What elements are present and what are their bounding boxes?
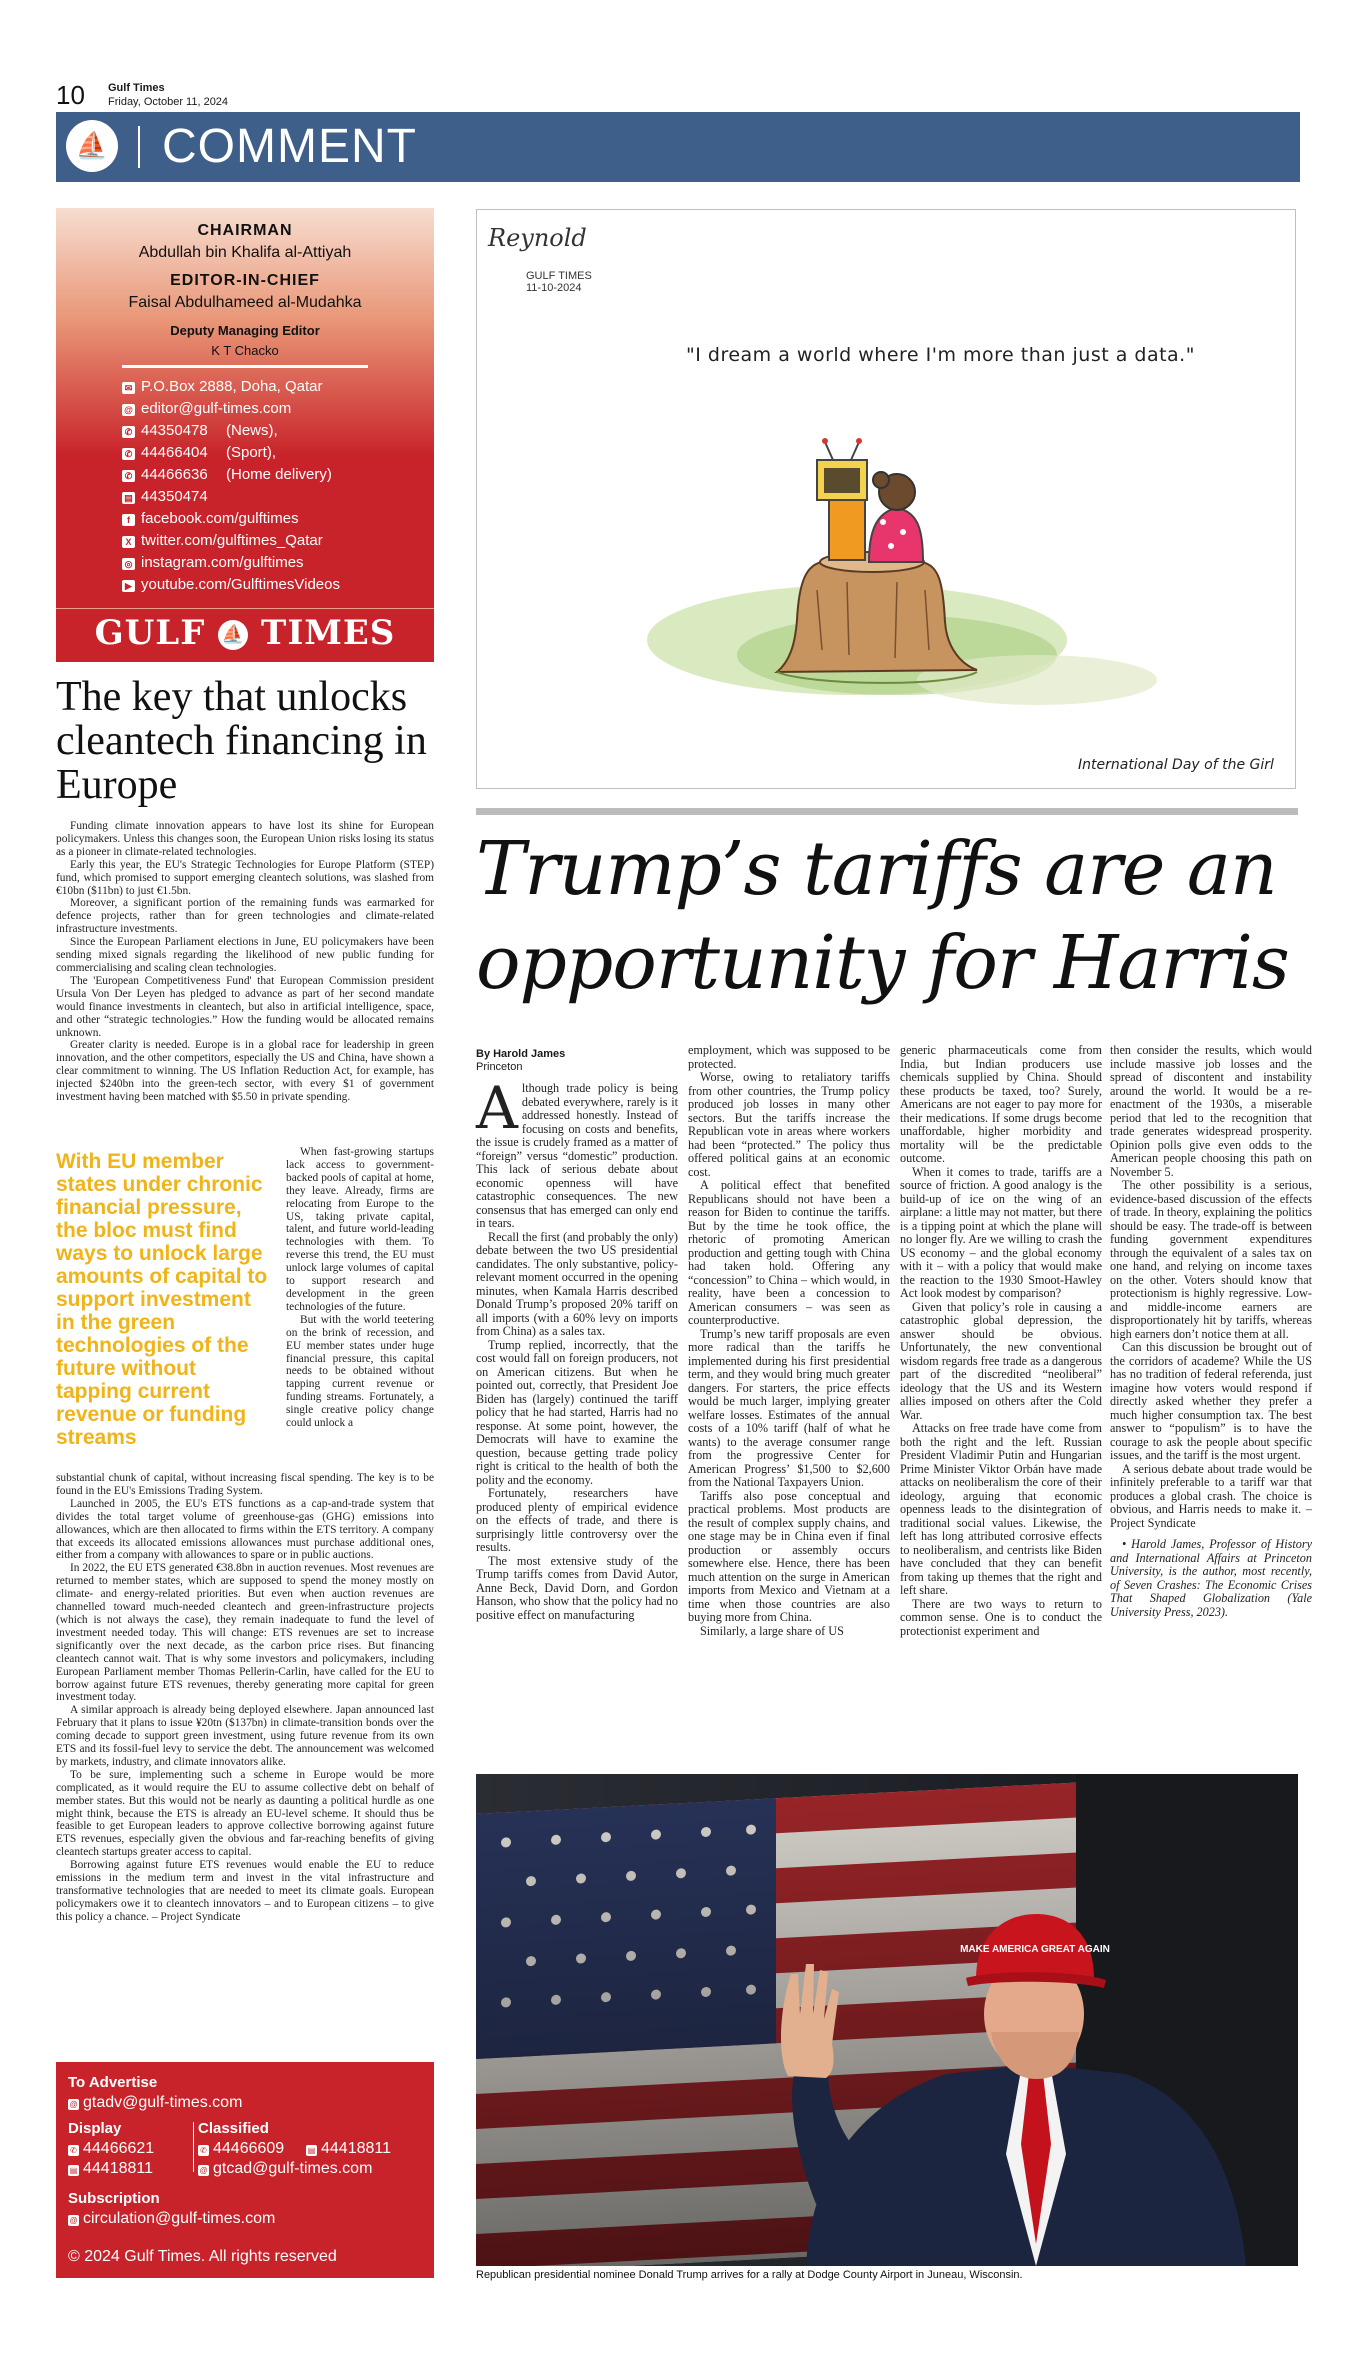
fax-icon: ▤ (307, 2146, 316, 2155)
cartoon-quote: "I dream a world where I'm more than just a data." (686, 344, 1195, 366)
mail-icon: ✉ (122, 382, 135, 394)
deputy-label: Deputy Managing Editor (170, 323, 320, 338)
classified-phone[interactable]: ✆ 44466609 (198, 2140, 284, 2158)
editor-name: Faisal Abdulhameed al-Mudahka (128, 294, 362, 311)
cartoonist-signature: Reynold (488, 224, 587, 252)
photo-caption: Republican presidential nominee Donald Trump arrives for a rally at Dodge County Airport in Juneau, Wisconsin. (476, 2269, 1023, 2281)
photo-illustration (476, 1774, 1298, 2266)
envelope-icon: @ (69, 2100, 78, 2109)
deputy-name: K T Chacko (211, 343, 279, 358)
contact-address: ✉ P.O.Box 2888, Doha, Qatar (122, 378, 323, 395)
facebook-icon: f (122, 514, 135, 526)
chairman-label: CHAIRMAN (197, 222, 293, 239)
contact-youtube[interactable]: ▶ youtube.com/GulftimesVideos (122, 576, 340, 593)
masthead-divider (122, 365, 368, 368)
section-title: COMMENT (162, 120, 417, 173)
author-location: Princeton (476, 1061, 523, 1073)
fax-icon: ▤ (122, 492, 135, 504)
chairman-name: Abdullah bin Khalifa al-Attiyah (138, 244, 352, 261)
hat-text: MAKE AMERICA GREAT AGAIN (960, 1944, 1110, 1955)
cartoon-byline: GULF TIMES 11-10-2024 (526, 270, 592, 294)
envelope-icon: @ (199, 2166, 208, 2175)
page-number: 10 (56, 80, 85, 110)
subscription-email[interactable]: @ circulation@gulf-times.com (69, 2210, 276, 2227)
envelope-icon: @ (69, 2216, 78, 2225)
advertise-email[interactable]: @ gtadv@gulf-times.com (69, 2094, 243, 2111)
display-fax: ▤ 44418811 (69, 2160, 153, 2177)
envelope-icon: @ (122, 404, 135, 416)
left-article-body-side: When fast-growing startups lack access to government-backed pools of capital at home, they leave. Already, firms are relocating from Europe to the US, taking private capital, talent, and future world-leading technologies with them. To reverse this trend, the EU must unlock large volumes of capital to support research and development in the green technologies of the future. But with the world teetering on the brink of recession, and EU member states under huge financial pressure, this capital needs to be obtained without tapping current revenue or funding streams. Fortunately, a single creative policy change could unlock a (286, 1146, 434, 1430)
main-article-column-3: generic pharmaceuticals come from India, but Indian producers use chemicals supplied by China. Should these products be taxed, too? Surely, Americans are not eager to pay more for their medications. If some drugs become unaffordable, higher morbidity and mortality will be the predictable outcome. When it comes to trade, tariffs are a source of friction. A good analogy is the build-up of ice on the wing of an airplane: a little may not matter, but there is a tipping point at which the plane will no longer fly. Are we willing to crash the US economy – and the global economy with it – with a policy that would make the reaction to the 1930 Smoot-Hawley Act look modest by comparison? Given that policy’s role in causing a catastrophic global depression, the answer should be obvious. Unfortunately, the new conventional wisdom regards free trade as a dangerous part of the discredited “neoliberal” ideology that the US and its Western allies imposed on others after the Cold War. Attacks on free trade have come from both the right and the left. Russian President Vladimir Putin and Hungarian Prime Minister Viktor Orbán have made attacks on neoliberalism the core of their ideology, arguing that economic openness leads to the disintegration of traditional social values. Likewise, the left has long attributed corrosive effects to neoliberalism, and centrists like Biden have concluded that they can benefit from taking up themes that the right and left share. There are two ways to return to common sense. One is to conduct the protectionist experiment and (900, 1043, 1102, 1638)
youtube-icon: ▶ (122, 580, 135, 592)
left-article-headline: The key that unlocks cleantech financing in Europe (56, 674, 427, 808)
dhow-emblem-icon: ⛵ (218, 620, 248, 650)
main-article-headline: Trump’s tariffs are an opportunity for Harris (476, 826, 1289, 1006)
contact-twitter[interactable]: X twitter.com/gulftimes_Qatar (122, 532, 323, 549)
editorial-cartoon (476, 209, 1296, 789)
publication-date: Friday, October 11, 2024 (108, 96, 229, 108)
contact-instagram[interactable]: ◎ instagram.com/gulftimes (122, 554, 304, 571)
classified-email[interactable]: @ gtcad@gulf-times.com (199, 2160, 373, 2177)
contact-facebook[interactable]: f facebook.com/gulftimes (122, 510, 299, 527)
classified-label: Classified (198, 2120, 269, 2137)
gulf-times-logo: GULF ⛵ TIMES (94, 613, 396, 653)
copyright-notice: © 2024 Gulf Times. All rights reserved (68, 2248, 337, 2265)
publication-name: Gulf Times (108, 82, 165, 94)
x-icon: X (122, 536, 135, 548)
main-article-column-1: Although trade policy is being debated everywhere, rarely is it addressed honestly. Instead of focusing on costs and benefits, the issue is crudely framed as a matter of “foreign” versus “domestic” production. This lack of serious debate about economic openness will have catastrophic consequences. The new consensus that has emerged can only end in tears. Recall the first (and probably the only) debate between the two US presidential candidates. The only substantive, policy-relevant moment occurred in the opening minutes, when Kamala Harris described Donald Trump’s proposed 20% tariff on all imports (with a 60% levy on imports from China) as a sales tax. Trump replied, incorrectly, that the cost would fall on foreign producers, not on American citizens. But when he pointed out, correctly, that President Joe Biden has (largely) continued the tariff policy that he had started, Harris had no response. At some point, however, the Democrats will have to examine the question, because getting trade policy right is critical to the health of both the polity and the economy. Fortunately, researchers have produced plenty of empirical evidence on the effects of trade, and there is surprisingly little controversy over the results. The most extensive study of the Trump tariffs comes from David Autor, Anne Beck, David Dorn, and Gordon Hanson, who show that the policy had no positive effect on manufacturing (476, 1074, 678, 1622)
banner-divider (138, 126, 140, 168)
contact-phone-news[interactable]: ✆ 44350478 (News), (122, 422, 208, 439)
phone-icon: ✆ (198, 2145, 209, 2156)
ad-divider (193, 2122, 194, 2172)
editor-label: EDITOR-IN-CHIEF (170, 272, 320, 289)
fax-icon: ▤ (69, 2166, 78, 2175)
advertise-label: To Advertise (68, 2074, 158, 2091)
news-photo (476, 1774, 1298, 2266)
contact-phone-delivery[interactable]: ✆ 44466636 (Home delivery) (122, 466, 208, 483)
left-article-body-top: Funding climate innovation appears to have lost its shine for European policymakers. Unless this changes soon, the European Union risks losing its status as a pioneer in climate-related technologies. Early this year, the EU's Strategic Technologies for Europe Platform (STEP) fund, which promised to support emerging cleantech solutions, was slashed from €10bn ($11bn) to just €1.5bn. Moreover, a significant portion of the remaining funds was earmarked for defence projects, rather than for green technologies and climate-related infrastructure investments. Since the European Parliament elections in June, EU policymakers have been sending mixed signals regarding the likelihood of new public funding for commercialising and scaling clean technologies. The 'European Competitiveness Fund' that European Commission president Ursula Von Der Leyen has pledged to advance as part of her second mandate would finance investments in cleantech, but also in artificial intelligence, space, and other “strategic technologies.” How the funding would be allocated remains unknown. Greater clarity is needed. Europe is in a global race for leadership in green innovation, and the other competitors, especially the US and China, have shown a clear commitment to winning. The US Inflation Reduction Act, for example, has injected $240bn into the green-tech sector, with every $1 of government investment having been matched with $5.50 in private spending. (56, 820, 434, 1104)
subscription-label: Subscription (68, 2190, 160, 2207)
main-article-column-4: then consider the results, which would include massive job losses and the spread of discontent and instability around the world. It would be a re-enactment of the 1930s, a miserable period that led to the recognition that trade generates widespread prosperity. Opinion polls give even odds to the American people choosing this path on November 5. The other possibility is a serious, evidence-based discussion of the effects of trade. In theory, explaining the politics should be easy. The trade-off is between funding government expenditures through the equivalent of a sales tax on one hand, and relying on income taxes on the other. Voters should know that protectionism is highly regressive. Low- and middle-income earners are disproportionately hit by tariffs, whereas high earners don’t notice them at all. Can this discussion be brought out of the corridors of academe? While the US has no tradition of federal referenda, just imagine how voters would respond if directly asked whether they prefer a much higher consumption tax. The best answer to “populism” is to have the courage to ask the people about specific issues, and the tariff is the most urgent. A serious debate about trade would be infinitely preferable to a tariff war that produces a global crash. The choice is obvious, and Harris needs to make it. – Project Syndicate • Harold James, Professor of History and International Affairs at Princeton University, is the author, most recently, of Seven Crashes: The Economic Crises That Shaped Globalization (Yale University Press, 2023). (1110, 1043, 1312, 1619)
section-rule (476, 808, 1298, 815)
classified-fax: ▤ 44418811 (307, 2140, 391, 2157)
cartoon-illustration (477, 210, 1296, 789)
phone-icon: ✆ (122, 448, 135, 460)
display-phone[interactable]: ✆ 44466621 (68, 2140, 154, 2158)
display-label: Display (68, 2120, 122, 2137)
dhow-logo-icon: ⛵ (66, 120, 118, 172)
left-article-body-bottom: substantial chunk of capital, without increasing fiscal spending. The key is to be found in the EU's Emissions Trading System. Launched in 2005, the EU's ETS functions as a cap-and-trade system that divides the total target volume of greenhouse-gas (GHG) emissions into allowances, which are then allocated to firms within the ETS territory. A company that exceeds its allocated emissions allowances must purchase additional ones, either from a company with allowances to spare or in public auctions. In 2022, the EU ETS generated €38.8bn in auction revenues. Most revenues are returned to member states, which are supposed to spend the money mostly on climate- and energy-related priorities. But even when auction revenues are channelled toward much-needed cleantech and green-infrastructure projects (which is not always the case), they remain inadequate to fund the level of investment needed today. This will change: ETS revenues are set to increase significantly over the next decade, as the carbon price rises. But financing cleantech cannot wait. That is why some investors and policymakers, including European Parliament member Thomas Pellerin-Carlin, have called for the EU to borrow against future ETS revenues, thereby generating more capital for green investment today. A similar approach is already being deployed elsewhere. Japan announced last February that it plans to issue ¥20tn ($137bn) in climate-transition bonds over the coming decade to support green investment, using future revenue from its own ETS and its fossil-fuel levy to service the debt. The announcement was welcomed by markets, industry, and climate innovators alike. To be sure, implementing such a scheme in Europe would be more complicated, as it would require the EU to assume collective debt on behalf of member states. But this would not be nearly as daunting a political hurdle as one might think, because the ETS is already an EU-level scheme. It should thus be feasible to get European leaders to approve collective borrowing against future ETS revenues, especially given the obvious and far-reaching benefits of giving cleantech startups greater access to capital. Borrowing against future ETS revenues would enable the EU to reduce emissions in the medium term and invest in the vital infrastructure and transformative technologies that are needed to meet its climate goals. European policymakers owe it to cleantech innovators – and to European citizens – to give this policy a chance. – Project Syndicate (56, 1472, 434, 1923)
instagram-icon: ◎ (122, 558, 135, 570)
pull-quote: With EU member states under chronic financial pressure, the bloc must find ways to unlock large amounts of capital to support investment in the green technologies of the future without tapping current revenue or funding streams (56, 1150, 268, 1449)
author-byline: By Harold James (476, 1048, 566, 1060)
phone-icon: ✆ (68, 2145, 79, 2156)
cartoon-caption: International Day of the Girl (1078, 757, 1274, 773)
contact-fax: ▤ 44350474 (122, 488, 208, 505)
main-article-column-2: employment, which was supposed to be protected. Worse, owing to retaliatory tariffs from other countries, the Trump policy produced job losses in many other sectors. But the tariffs increase the Republican vote in areas where workers had been “protected.” The policy thus offered political gains at an economic cost. A political effect that benefited Republicans should not have been a reason for Biden to continue the tariffs. But by the time he took office, the rhetoric of promoting American production and getting tough with China had taken hold. Offering any “concession” to China – which would, in reality, have been a concession to American consumers – was seen as counterproductive. Trump’s new tariff proposals are even more radical than the tariffs he implemented during his first presidential term, and they would bring much greater dangers. For starters, the price effects would be much larger, implying greater welfare losses. Estimates of the annual costs of a 10% tariff (half of what he wants) to the average consumer range from the progressive Center for American Progress’ $1,500 to $2,600 from the National Taxpayers Union. Tariffs also pose conceptual and practical problems. Most products are the result of complex supply chains, and one stage may be in China even if final production or assembly occurs somewhere else. Hence, there has been much attention on the surge in American imports from Mexico and Vietnam at a time when those countries are also buying more from China. Similarly, a large share of US (688, 1043, 890, 1638)
contact-phone-sport[interactable]: ✆ 44466404 (Sport), (122, 444, 208, 461)
author-bio: • Harold James, Professor of History and International Affairs at Princeton University, is the author, most recently, of Seven Crashes: The Economic Crises That Shaped Globalization (Yale University Press, 2023). (1110, 1537, 1312, 1619)
contact-email[interactable]: @ editor@gulf-times.com (122, 400, 291, 417)
drop-cap: A (476, 1074, 518, 1142)
phone-icon: ✆ (122, 426, 135, 438)
phone-icon: ✆ (122, 470, 135, 482)
